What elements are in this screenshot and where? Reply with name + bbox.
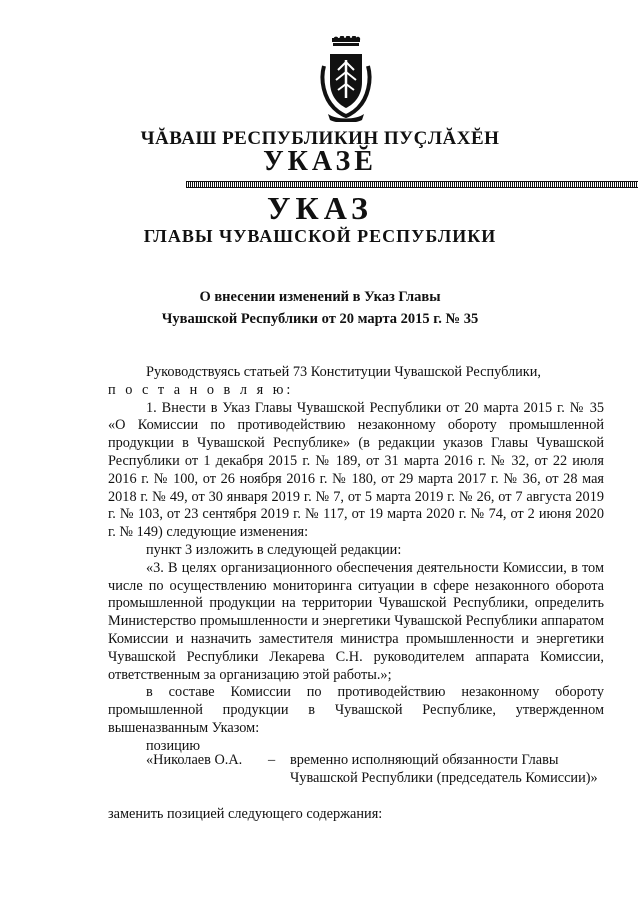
body-paragraph-decree-keyword: п о с т а н о в л я ю: bbox=[108, 381, 294, 398]
body-paragraph-item-1: 1. Внести в Указ Главы Чувашской Республики от 20 марта 2015 г. № 35 «О Комиссии по противодействию незаконному обороту промышленной продукции в Чувашской Республике» (в редакции указов Главы Чувашской Республики от 1 декабря 2015 г. № 189, от 31 марта 2016 г. № 32, от 22 июля 2016 г. № 100, от 26 ноября 2016 г. № 180, от 29 марта 2017 г. № 36, от 28 мая 2018 г. № 49, от 30 января 2019 г. № 7, от 5 марта 2019 г. № 26, от 7 августа 2019 г. № 103, от 23 сентября 2019 г. № 117, от 19 марта 2020 г. № 74, от 2 июня 2020 г. № 149) следующие изменения: bbox=[108, 399, 604, 541]
body-paragraph-item-3-text: «3. В целях организационного обеспечения деятельности Комиссии, в том числе по осуществлению мониторинга ситуации в сфере незаконного оборота промышленной продукции на территории Чувашской Республики, определить Министерство промышленности и энергетики Чувашской Республики аппаратом Комиссии и назначить заместителя министра промышленности и энергетики Чувашской Республики Лекарева С.Н. руководителем аппарата Комиссии, ответственным за организацию этой работы.»; bbox=[108, 559, 604, 683]
header-divider bbox=[186, 181, 638, 188]
chuvash-republic-coat-of-arms-icon bbox=[318, 36, 374, 122]
chuvash-authority-title: ЧĂВАШ РЕСПУБЛИКИН ПУÇЛĂХĔН bbox=[140, 128, 500, 149]
body-paragraph-composition: в составе Комиссии по противодействию незаконному обороту промышленной продукции в Чувашской Республике, утвержденном вышеназванным Указом: bbox=[108, 684, 604, 736]
body-paragraph-preamble: Руководствуясь статьей 73 Конституции Чувашской Республики, bbox=[146, 364, 541, 380]
position-description: временно исполняющий обязанности Главы Чувашской Республики (председатель Комиссии)» bbox=[290, 752, 598, 786]
body-paragraph-position-label: позицию bbox=[146, 737, 201, 754]
position-person-name: «Николаев О.А. bbox=[146, 752, 243, 768]
document-heading-line-2: Чувашской Республики от 20 марта 2015 г. № 35 bbox=[161, 311, 479, 327]
decree-body bbox=[108, 364, 604, 756]
document-heading bbox=[0, 286, 640, 330]
russian-authority-subtitle: ГЛАВЫ ЧУВАШСКОЙ РЕСПУБЛИКИ bbox=[143, 226, 497, 246]
replace-instruction: заменить позицией следующего содержания: bbox=[108, 806, 383, 822]
body-paragraph-item-3-intro: пункт 3 изложить в следующей редакции: bbox=[146, 541, 402, 558]
document-heading-line-1: О внесении изменений в Указ Главы bbox=[199, 289, 441, 305]
position-dash: – bbox=[268, 752, 276, 768]
russian-decree-word: УКАЗ bbox=[267, 190, 373, 226]
chuvash-decree-word: УКАЗĔ bbox=[263, 146, 377, 177]
